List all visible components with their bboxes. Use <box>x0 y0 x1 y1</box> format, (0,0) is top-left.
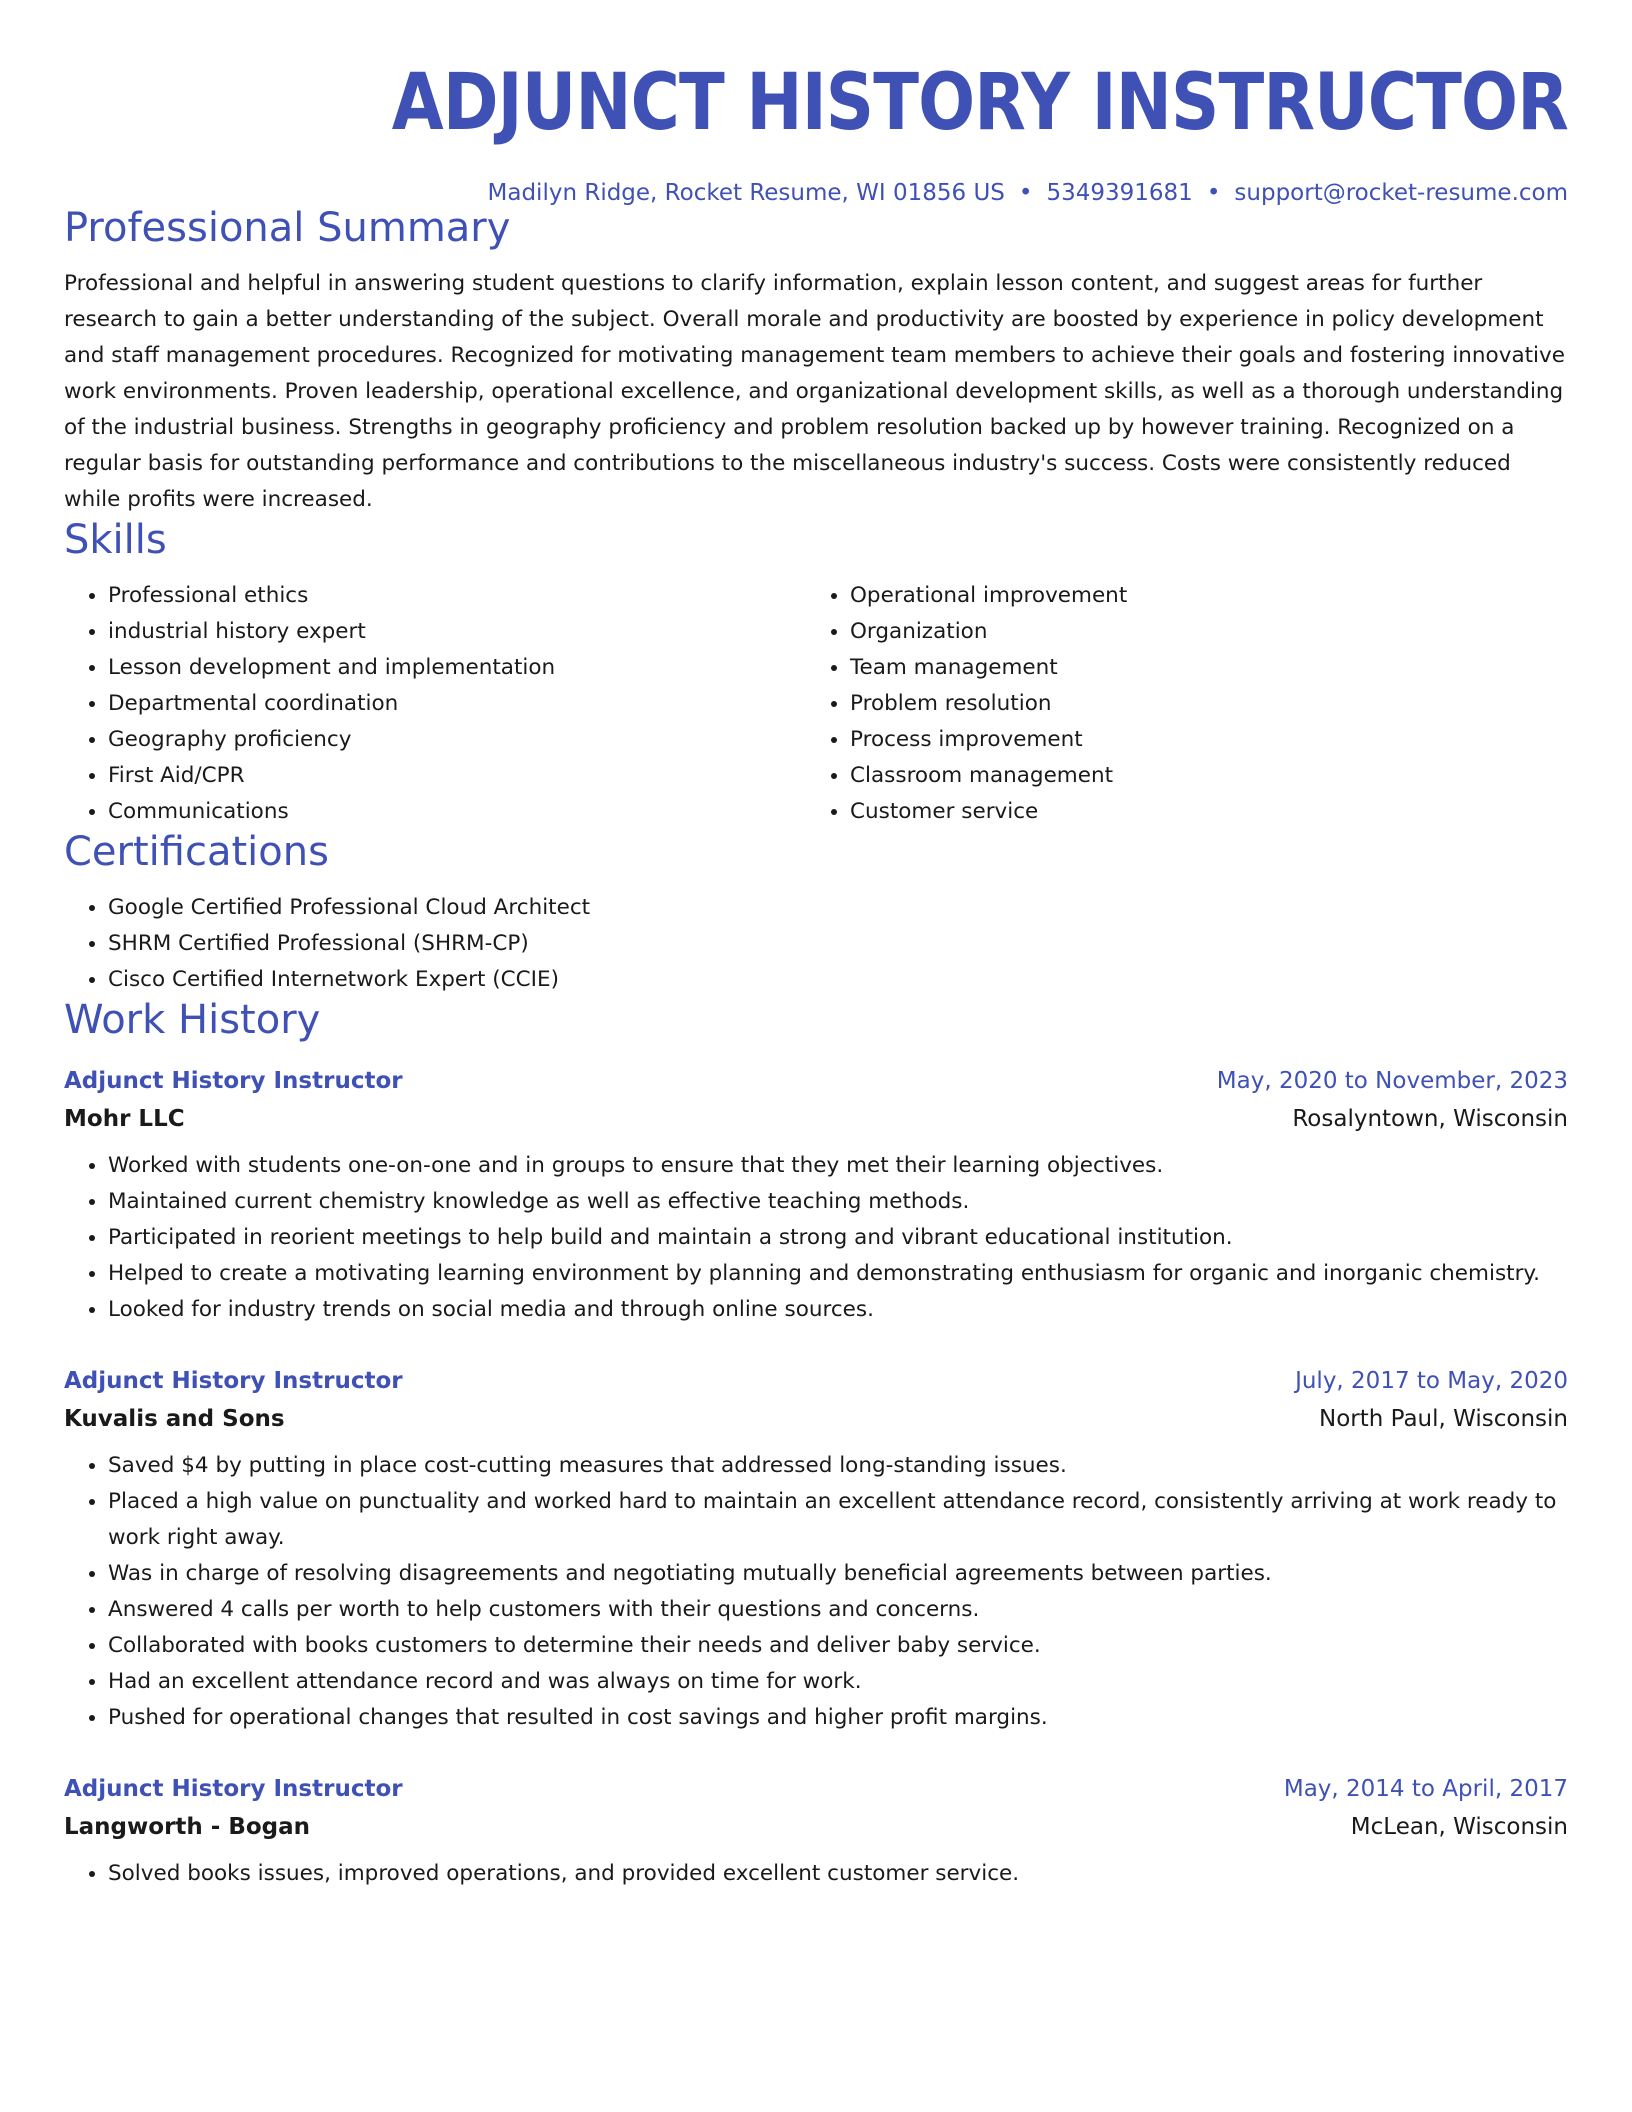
skill-item: • Process improvement <box>850 722 1548 758</box>
job-bullet: • Answered 4 calls per worth to help customers with their questions and concerns. <box>108 1592 1568 1628</box>
skill-item: • Operational improvement <box>850 578 1548 614</box>
skill-item: • Lesson development and implementation <box>108 650 806 686</box>
certification-item: • Google Certified Professional Cloud Architect <box>108 890 1568 926</box>
skills-list-left <box>64 578 806 830</box>
contact-separator: • <box>1206 180 1221 206</box>
job-company: Langworth - Bogan <box>64 1814 311 1840</box>
job-entry <box>64 1362 1568 1736</box>
skill-item: • industrial history expert <box>108 614 806 650</box>
job-bullet: • Had an excellent attendance record and was always on time for work. <box>108 1664 1568 1700</box>
job-subheader <box>64 1100 1568 1138</box>
job-bullet: • Saved $4 by putting in place cost-cutting measures that addressed long-standing issues. <box>108 1448 1568 1484</box>
job-bullet: • Looked for industry trends on social media and through online sources. <box>108 1292 1568 1328</box>
job-bullet: • Solved books issues, improved operations, and provided excellent customer service. <box>108 1856 1568 1892</box>
skill-item: • Communications <box>108 794 806 830</box>
job-location: Rosalyntown, Wisconsin <box>1292 1106 1568 1132</box>
certifications-list <box>64 890 1568 998</box>
skills-column-right <box>806 578 1548 830</box>
resume-title: ADJUNCT HISTORY INSTRUCTOR <box>391 58 1568 148</box>
job-location: McLean, Wisconsin <box>1350 1814 1568 1840</box>
skill-item: • Departmental coordination <box>108 686 806 722</box>
job-company: Kuvalis and Sons <box>64 1406 285 1432</box>
job-bullets <box>64 1148 1568 1328</box>
job-bullet: • Participated in reorient meetings to help build and maintain a strong and vibrant educational institution. <box>108 1220 1568 1256</box>
skill-item: • Problem resolution <box>850 686 1548 722</box>
job-bullet: • Collaborated with books customers to determine their needs and deliver baby service. <box>108 1628 1568 1664</box>
summary-heading: Professional Summary <box>64 205 511 251</box>
certification-item: • SHRM Certified Professional (SHRM-CP) <box>108 926 1568 962</box>
job-bullets <box>64 1448 1568 1736</box>
job-header <box>64 1770 1568 1808</box>
job-bullet: • Pushed for operational changes that resulted in cost savings and higher profit margins. <box>108 1700 1568 1736</box>
job-header <box>64 1362 1568 1400</box>
summary-text: Professional and helpful in answering student questions to clarify information, explain lesson content, and suggest areas for further research to gain a better understanding of the subject. Overall morale and productivity are boosted by experience in policy development and staff management procedures. Recognized for motivating management team members to achieve their goals and fostering innovative work environments. Proven leadership, operational excellence, and organizational development skills, as well as a thorough understanding of the industrial business. Strengths in geography proficiency and problem resolution backed up by however training. Recognized on a regular basis for outstanding performance and contributions to the miscellaneous industry's success. Costs were consistently reduced while profits were increased. <box>64 271 1565 512</box>
job-bullet: • Maintained current chemistry knowledge as well as effective teaching methods. <box>108 1184 1568 1220</box>
contact-email[interactable]: support@rocket-resume.com <box>1234 180 1568 206</box>
job-title: Adjunct History Instructor <box>64 1776 403 1802</box>
job-subheader <box>64 1808 1568 1846</box>
certification-item: • Cisco Certified Internetwork Expert (CCIE) <box>108 962 1568 998</box>
job-location: North Paul, Wisconsin <box>1318 1406 1568 1432</box>
job-dates: July, 2017 to May, 2020 <box>1295 1368 1568 1394</box>
skill-item: • Geography proficiency <box>108 722 806 758</box>
job-subheader <box>64 1400 1568 1438</box>
job-entry <box>64 1062 1568 1328</box>
skill-item: • Classroom management <box>850 758 1548 794</box>
job-dates: May, 2014 to April, 2017 <box>1283 1776 1568 1802</box>
skill-item: • Customer service <box>850 794 1548 830</box>
job-dates: May, 2020 to November, 2023 <box>1216 1068 1568 1094</box>
skills-column-left <box>64 578 806 830</box>
job-header <box>64 1062 1568 1100</box>
contact-phone: 5349391681 <box>1046 180 1193 206</box>
job-bullet: • Was in charge of resolving disagreements and negotiating mutually beneficial agreements between parties. <box>108 1556 1568 1592</box>
job-bullet: • Worked with students one-on-one and in groups to ensure that they met their learning objectives. <box>108 1148 1568 1184</box>
skills-heading: Skills <box>64 517 167 563</box>
contact-separator: • <box>1018 180 1033 206</box>
job-title: Adjunct History Instructor <box>64 1068 403 1094</box>
skills-columns <box>64 578 1568 830</box>
job-title: Adjunct History Instructor <box>64 1368 403 1394</box>
contact-address: Madilyn Ridge, Rocket Resume, WI 01856 US <box>487 180 1005 206</box>
skill-item: • Team management <box>850 650 1548 686</box>
skill-item: • Organization <box>850 614 1548 650</box>
certifications-heading: Certifications <box>64 829 329 875</box>
job-bullet: • Helped to create a motivating learning environment by planning and demonstrating enthusiasm for organic and inorganic chemistry. <box>108 1256 1568 1292</box>
skills-list-right <box>806 578 1548 830</box>
contact-line <box>64 180 1568 206</box>
skill-item: • First Aid/CPR <box>108 758 806 794</box>
work-history-heading: Work History <box>64 997 321 1043</box>
job-bullet: • Placed a high value on punctuality and worked hard to maintain an excellent attendance record, consistently arriving at work ready to work right away. <box>108 1484 1568 1556</box>
job-company: Mohr LLC <box>64 1106 185 1132</box>
job-entry <box>64 1770 1568 1892</box>
skill-item: • Professional ethics <box>108 578 806 614</box>
job-bullets <box>64 1856 1568 1892</box>
